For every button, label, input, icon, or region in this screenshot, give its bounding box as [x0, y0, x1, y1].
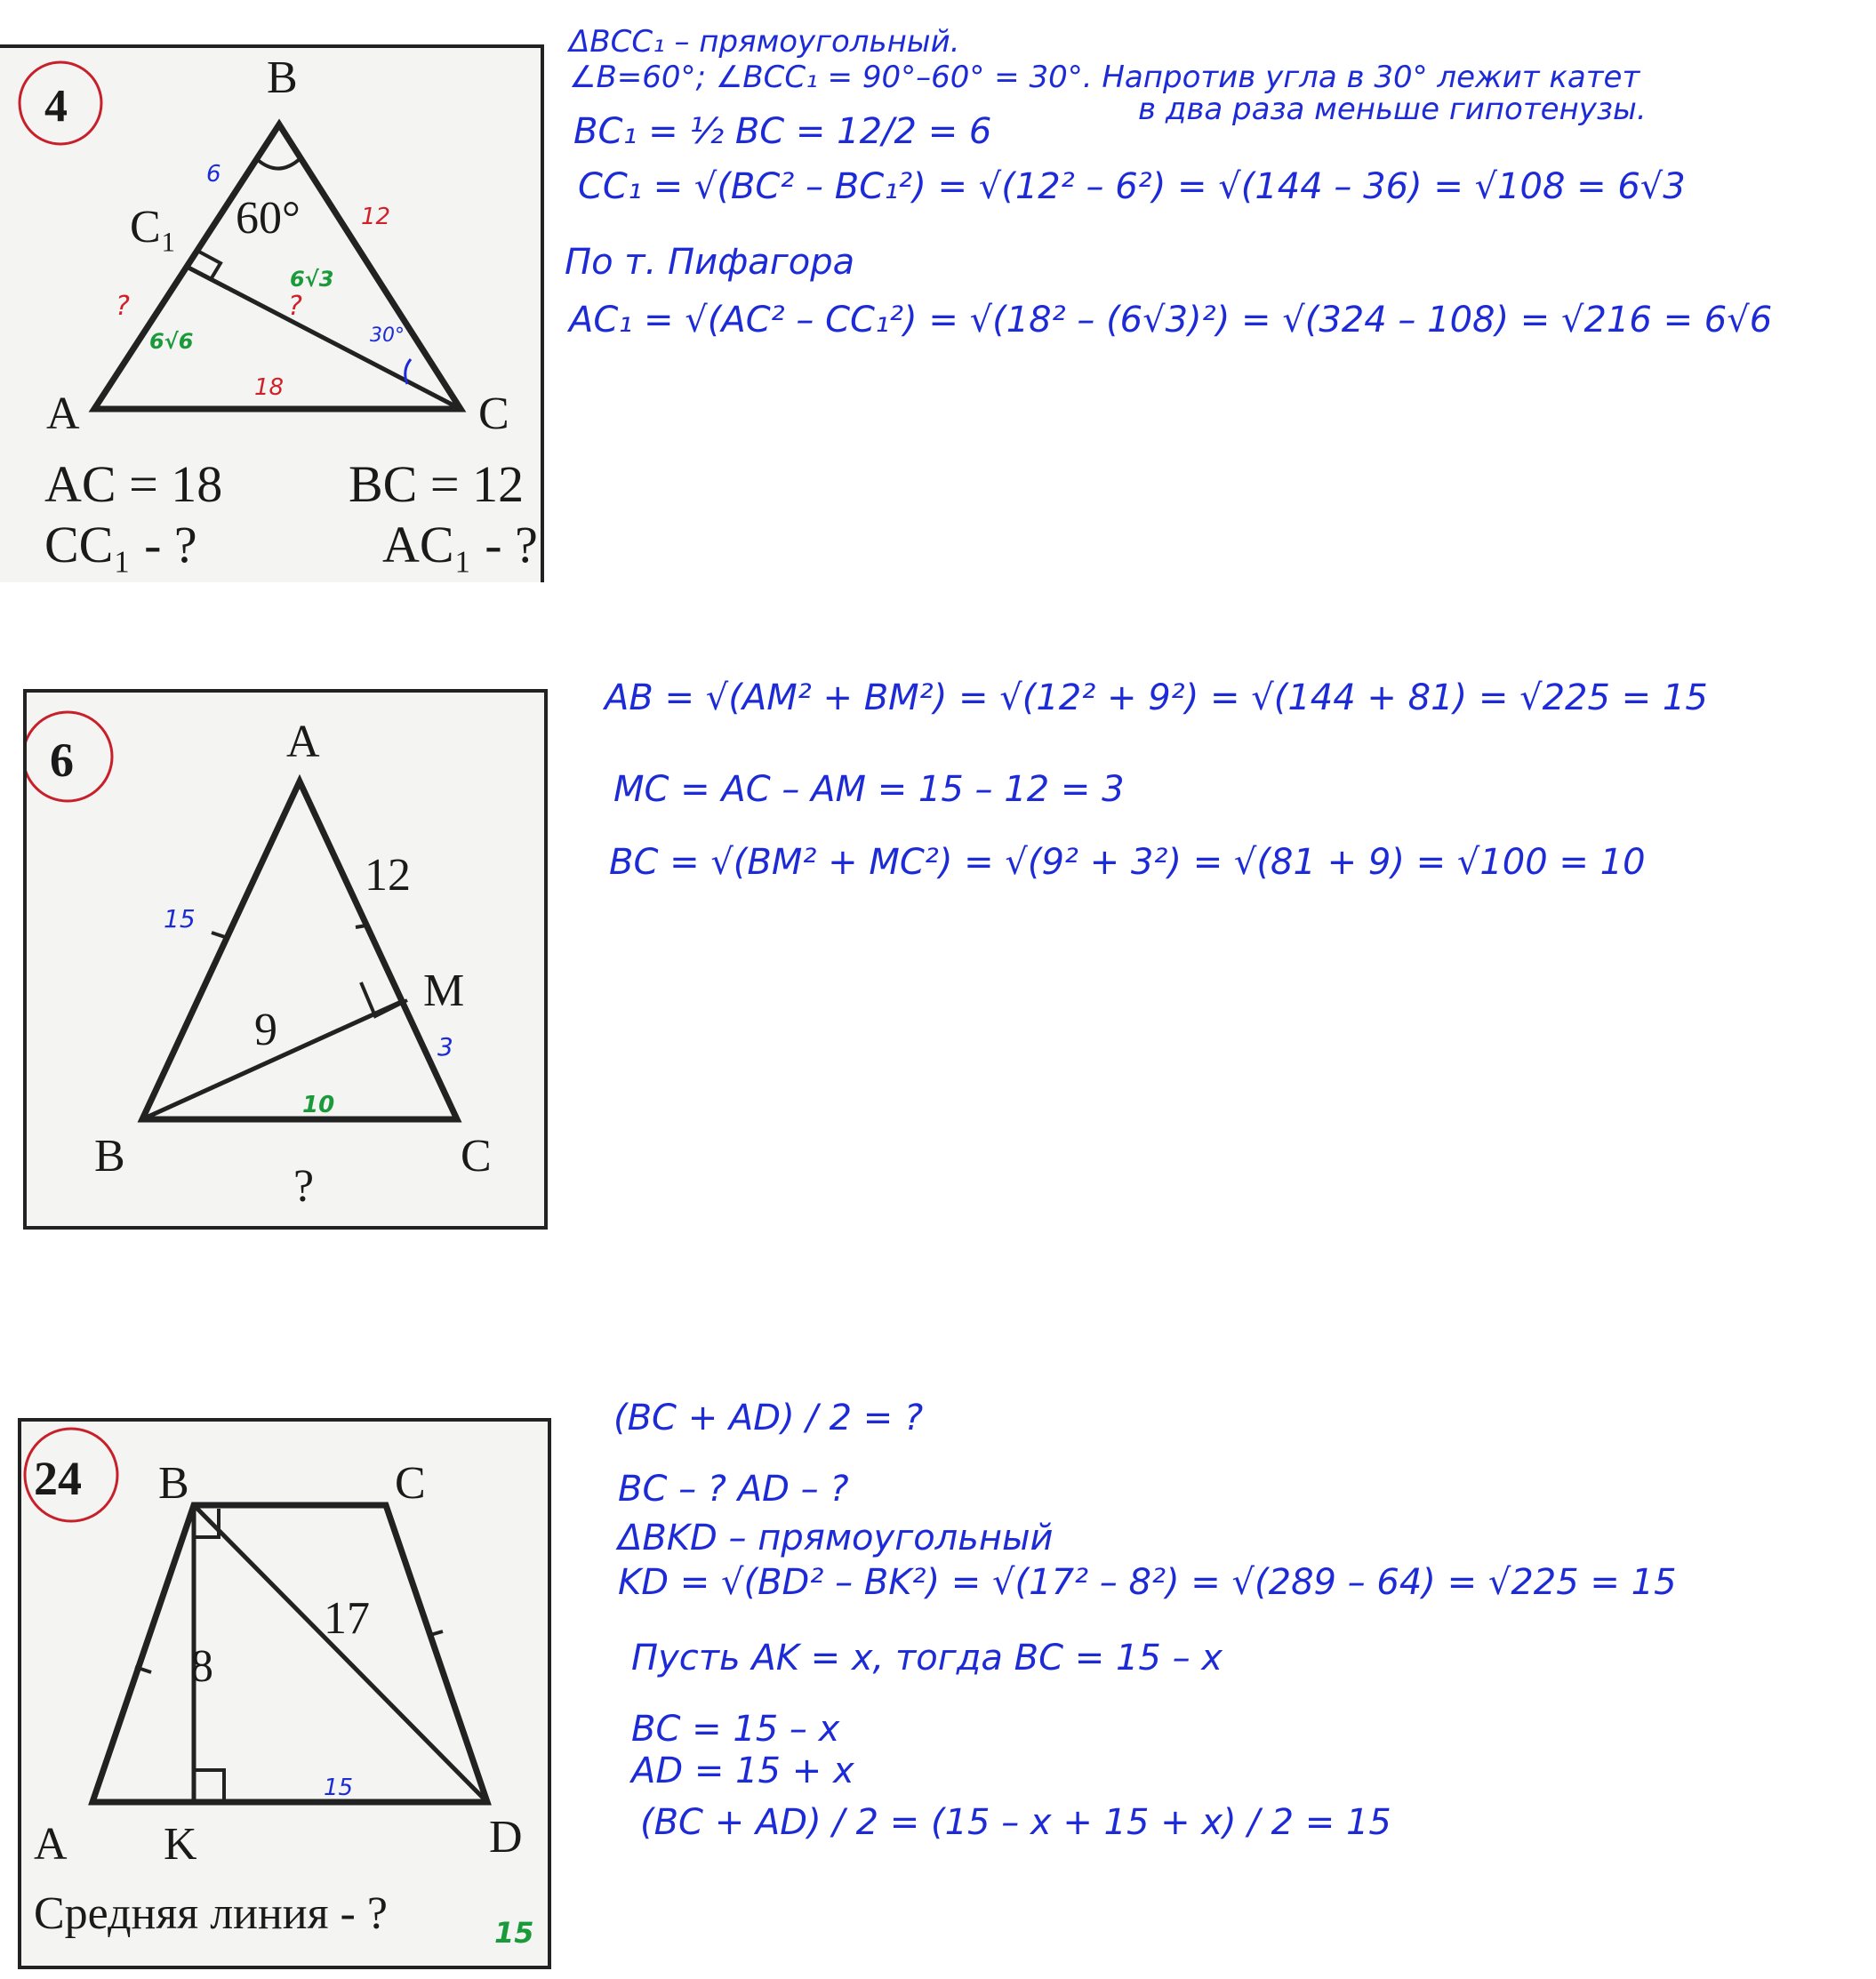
problem-24-figure: [18, 1418, 551, 1969]
mark-cc1: 6√3: [290, 267, 334, 292]
solution-line: ∠B=60°; ∠BCC₁ = 90°–60° = 30°. Напротив угла в 30° лежит катет: [569, 60, 1640, 95]
right-angle-mark-k: [194, 1770, 224, 1802]
question-midline: Средняя линия - ?: [34, 1888, 388, 1939]
vertex-c: C: [478, 389, 509, 439]
mark-mc: 3: [437, 1032, 453, 1062]
solution-line: в два раза меньше гипотенузы.: [1138, 92, 1647, 127]
mark-ac1-question: ?: [116, 291, 130, 322]
label-bc-question: ?: [293, 1161, 315, 1212]
mark-ab: 15: [164, 904, 196, 933]
vertex-c1: C₁: [130, 202, 177, 252]
solution-line: (BC + AD) / 2 = (15 – x + 15 + x) / 2 = 15: [640, 1802, 1391, 1843]
vertex-a: A: [286, 717, 320, 767]
solution-line: BC₁ = ½ BC = 12/2 = 6: [573, 111, 992, 152]
vertex-c: C: [395, 1458, 426, 1509]
mark-cc1-question: ?: [288, 291, 302, 322]
solution-line: BC = 15 – x: [631, 1709, 840, 1750]
solution-line: BC – ? AD – ?: [618, 1469, 849, 1510]
solution-line: BC = √(BM² + MC²) = √(9² + 3²) = √(81 + 9) = √100 = 10: [609, 842, 1646, 883]
vertex-b: B: [158, 1458, 189, 1509]
label-am: 12: [365, 850, 411, 901]
solution-line: ΔBCC₁ – прямоугольный.: [569, 24, 960, 60]
solution-line: CC₁ = √(BC² – BC₁²) = √(12² – 6²) = √(144 – 36) = √108 = 6√3: [578, 166, 1686, 207]
angle-60-label: 60°: [236, 193, 301, 244]
mark-ac: 18: [254, 374, 285, 401]
mark-bc: 12: [361, 204, 391, 230]
problem-number: 24: [34, 1452, 82, 1505]
angle-arc-b: [258, 158, 301, 169]
mark-kd: 15: [324, 1775, 354, 1801]
ask-cc1: CC₁ - ?: [44, 516, 197, 573]
solution-line: AD = 15 + x: [631, 1751, 854, 1791]
solution-line: По т. Пифагора: [565, 242, 855, 283]
vertex-b: B: [94, 1131, 125, 1182]
given-bc: BC = 12: [349, 455, 525, 513]
vertex-c: C: [461, 1131, 492, 1182]
mark-bc1: 6: [206, 161, 221, 188]
mark-answer: 15: [494, 1916, 534, 1950]
solution-line: (BC + AD) / 2 = ?: [613, 1398, 924, 1438]
problem-number: 6: [50, 733, 74, 787]
mark-angle-30: 30°: [370, 324, 405, 347]
vertex-k: K: [164, 1819, 197, 1870]
tick-mark-ab: [212, 933, 228, 938]
given-ac: AC = 18: [44, 455, 223, 513]
problem-number: 4: [44, 81, 68, 132]
problem-6-diagram: [27, 693, 551, 1233]
label-bk: 8: [190, 1641, 213, 1692]
vertex-a: A: [34, 1819, 68, 1870]
trapezoid-abcd: [92, 1505, 487, 1802]
label-bm: 9: [254, 1005, 277, 1055]
solution-line: Пусть AK = x, тогда BC = 15 – x: [631, 1638, 1223, 1679]
problem-4-figure: [0, 44, 544, 582]
mark-ac1: 6√6: [149, 329, 194, 354]
tick-mark-am: [356, 925, 366, 927]
solution-line: KD = √(BD² – BK²) = √(17² – 8²) = √(289 – 64) = √225 = 15: [618, 1562, 1677, 1603]
solution-line: MC = AC – AM = 15 – 12 = 3: [613, 769, 1125, 810]
vertex-a: A: [46, 389, 80, 439]
label-bd: 17: [324, 1593, 370, 1644]
solution-line: ΔBKD – прямоугольный: [618, 1518, 1054, 1558]
solution-line: AC₁ = √(AC² – CC₁²) = √(18² – (6√3)²) = √(324 – 108) = √216 = 6√6: [569, 300, 1773, 341]
solution-line: AB = √(AM² + BM²) = √(12² + 9²) = √(144 + 81) = √225 = 15: [605, 677, 1708, 718]
vertex-m: M: [423, 965, 465, 1016]
problem-6-figure: [23, 689, 548, 1230]
right-angle-mark-b: [194, 1509, 219, 1537]
mark-bc: 10: [302, 1092, 335, 1118]
vertex-b: B: [267, 52, 298, 103]
triangle-abc: [142, 781, 457, 1119]
diagonal-bd: [194, 1505, 487, 1802]
ask-ac1: AC₁ - ?: [382, 516, 538, 573]
vertex-d: D: [489, 1812, 523, 1863]
